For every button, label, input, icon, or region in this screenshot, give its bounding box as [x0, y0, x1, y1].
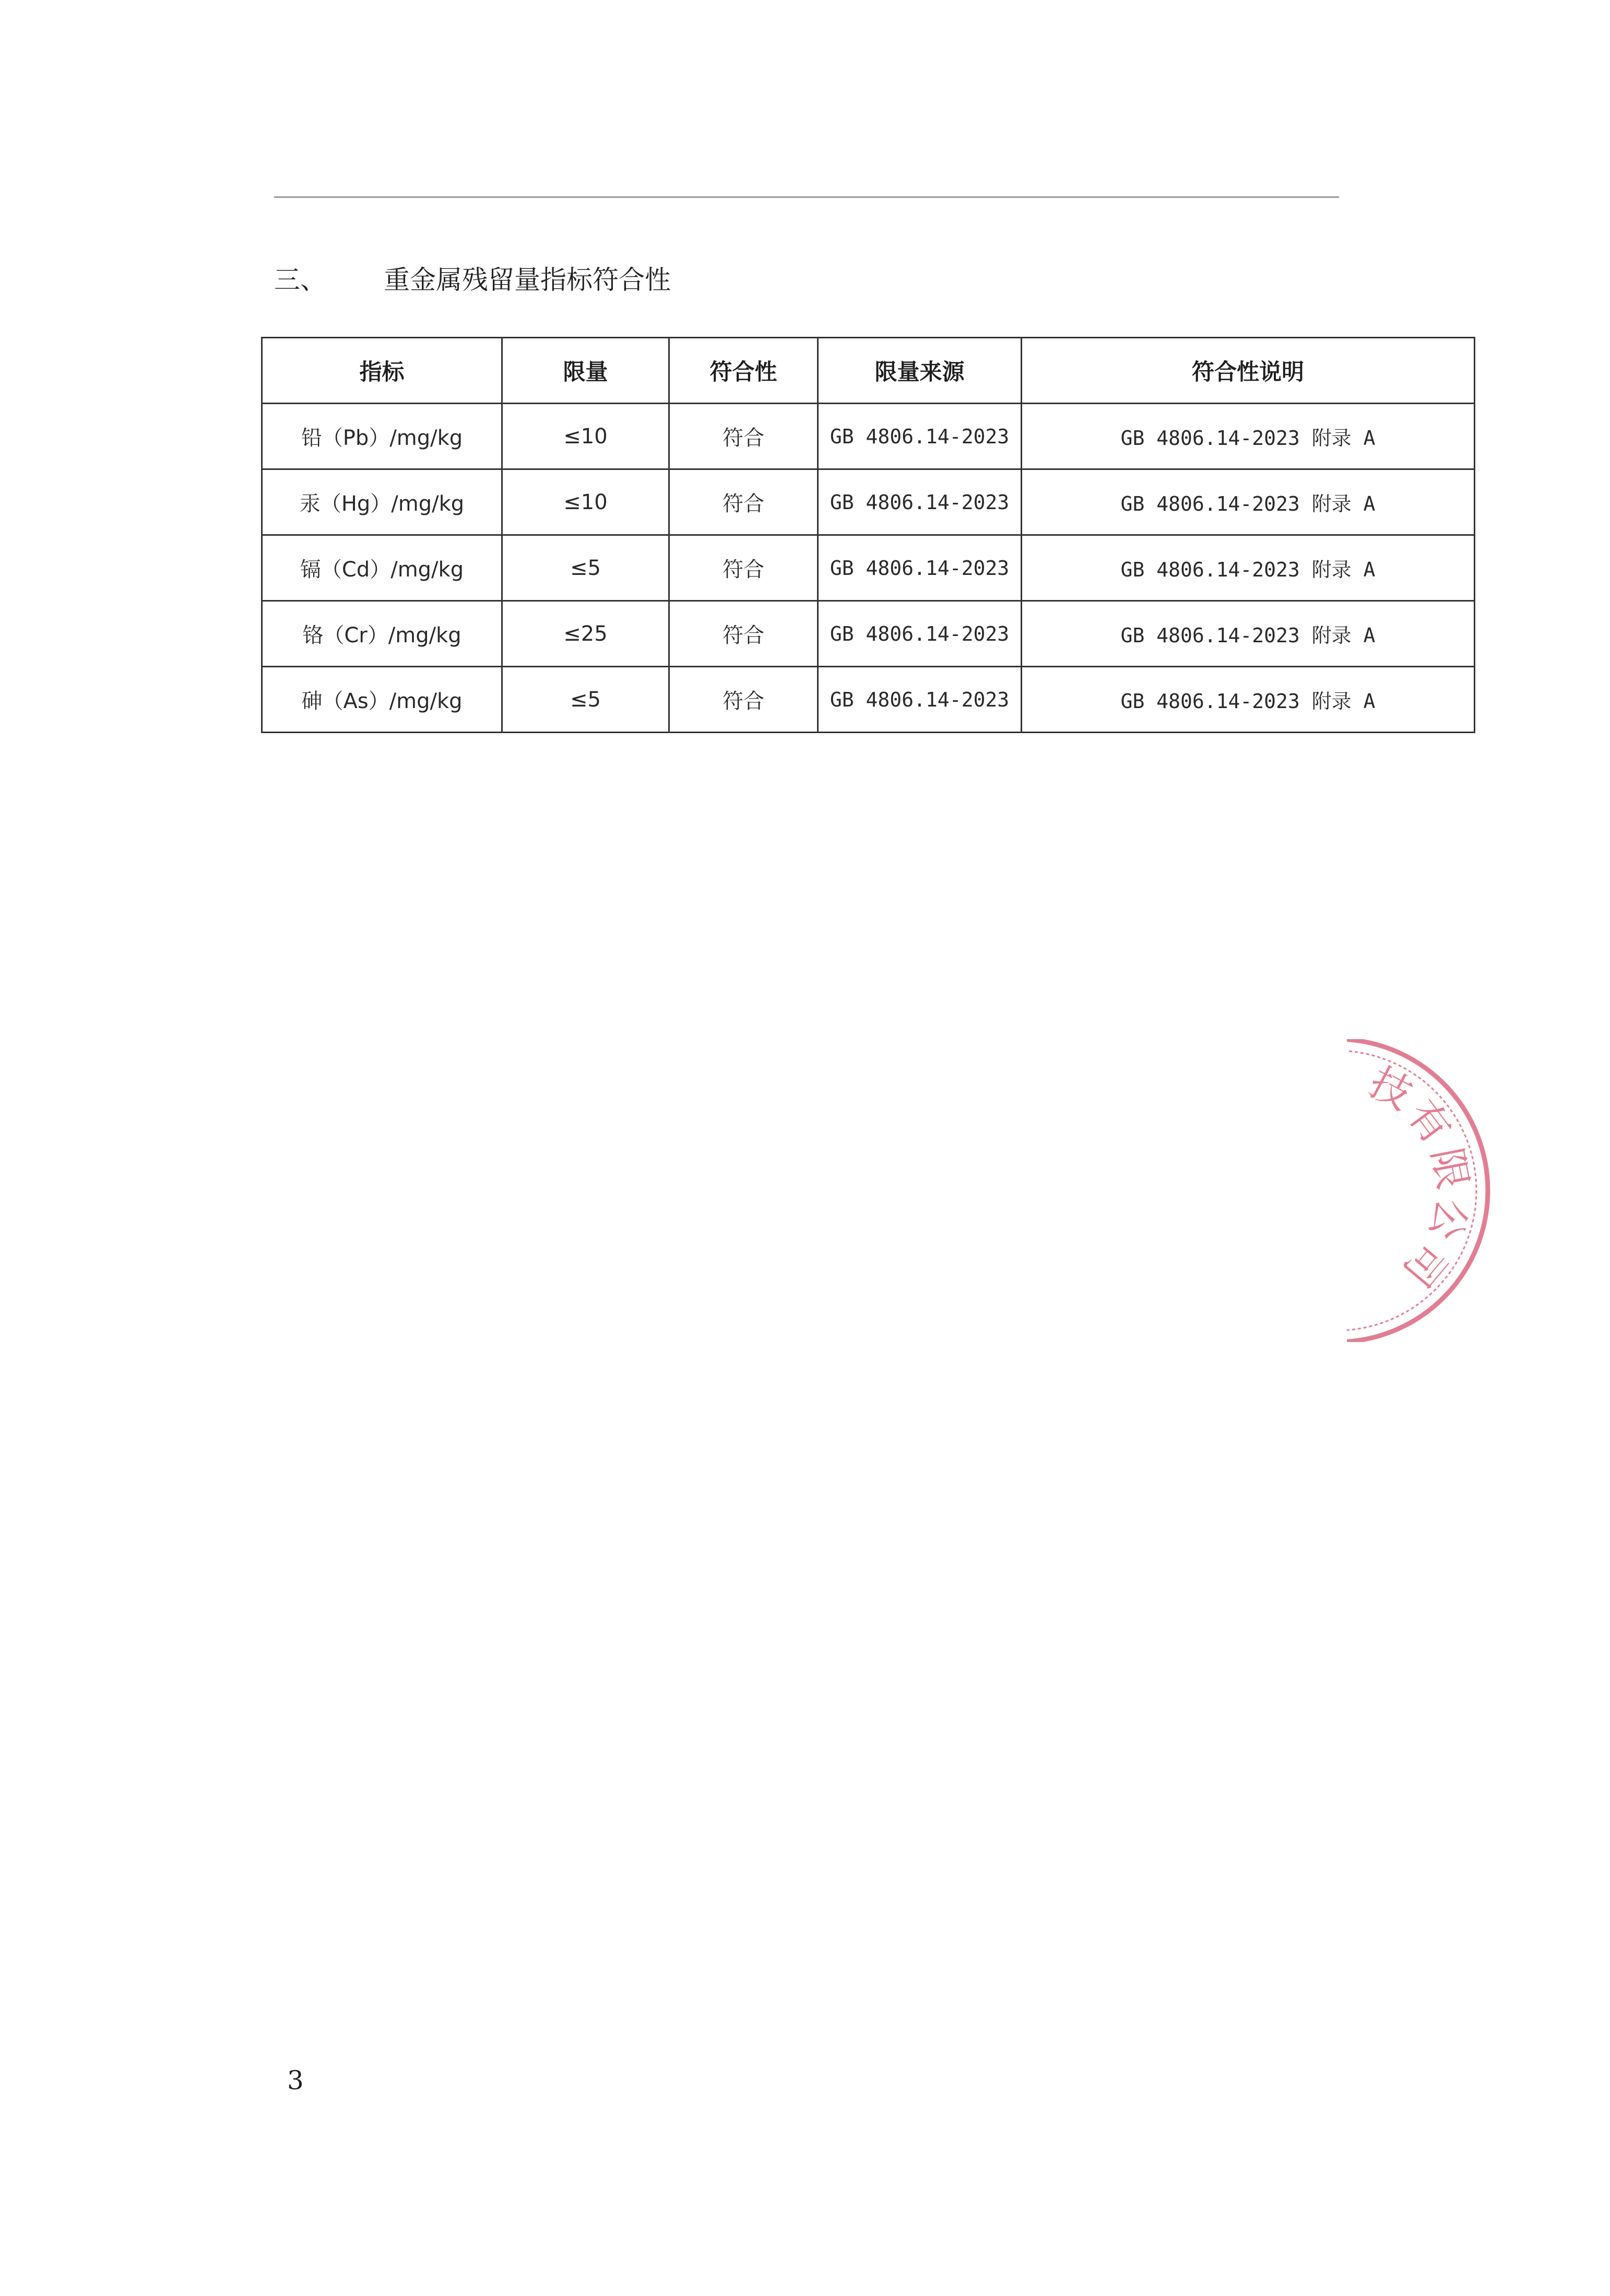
header-rule: [274, 196, 1339, 198]
table-row: [262, 535, 1475, 601]
limit-cell: ≤10: [502, 469, 669, 535]
compliance-note-cell: GB 4806.14-2023 附录 A: [1022, 601, 1475, 667]
column-header-compliance-note: 符合性说明: [1022, 338, 1475, 404]
indicator-cell: 砷（As）/mg/kg: [262, 667, 502, 733]
limit-cell: ≤10: [502, 404, 669, 469]
section-title: 重金属残留量指标符合性: [384, 265, 671, 295]
table-row: [262, 667, 1475, 733]
compliance-cell: 符合: [669, 469, 818, 535]
indicator-cell: 铅（Pb）/mg/kg: [262, 404, 502, 469]
seal-graphic: [1347, 1039, 1530, 1342]
limit-source-cell: GB 4806.14-2023: [818, 535, 1022, 601]
seal-character: 公: [1420, 1194, 1476, 1245]
table-header-row: [262, 338, 1475, 404]
limit-source-cell: GB 4806.14-2023: [818, 601, 1022, 667]
seal-character: 技: [1361, 1058, 1420, 1120]
section-number: 三、: [274, 265, 326, 295]
limit-cell: ≤5: [502, 535, 669, 601]
table-row: [262, 601, 1475, 667]
limit-cell: ≤25: [502, 601, 669, 667]
table-row: [262, 469, 1475, 535]
seal-character: 司: [1393, 1233, 1456, 1296]
seal-character: 限: [1422, 1144, 1477, 1193]
compliance-note-cell: GB 4806.14-2023 附录 A: [1022, 469, 1475, 535]
column-header-limit-source: 限量来源: [818, 338, 1022, 404]
compliance-note-cell: GB 4806.14-2023 附录 A: [1022, 404, 1475, 469]
column-header-limit: 限量: [502, 338, 669, 404]
compliance-cell: 符合: [669, 535, 818, 601]
page-number: 3: [287, 2065, 304, 2095]
indicator-cell: 铬（Cr）/mg/kg: [262, 601, 502, 667]
column-header-indicator: 指标: [262, 338, 502, 404]
compliance-note-cell: GB 4806.14-2023 附录 A: [1022, 535, 1475, 601]
compliance-cell: 符合: [669, 404, 818, 469]
section-heading: [274, 257, 671, 299]
limit-cell: ≤5: [502, 667, 669, 733]
compliance-cell: 符合: [669, 667, 818, 733]
limit-source-cell: GB 4806.14-2023: [818, 404, 1022, 469]
limit-source-cell: GB 4806.14-2023: [818, 469, 1022, 535]
indicator-cell: 镉（Cd）/mg/kg: [262, 535, 502, 601]
indicator-cell: 汞（Hg）/mg/kg: [262, 469, 502, 535]
heavy-metal-compliance-table: [261, 337, 1475, 733]
compliance-note-cell: GB 4806.14-2023 附录 A: [1022, 667, 1475, 733]
column-header-compliance: 符合性: [669, 338, 818, 404]
seal-outer-ring: [1347, 1039, 1488, 1342]
table-row: [262, 404, 1475, 469]
limit-source-cell: GB 4806.14-2023: [818, 667, 1022, 733]
seal-text: [1362, 1058, 1476, 1295]
company-seal-stamp: [1347, 1039, 1530, 1342]
compliance-cell: 符合: [669, 601, 818, 667]
seal-character: 有: [1398, 1091, 1460, 1152]
